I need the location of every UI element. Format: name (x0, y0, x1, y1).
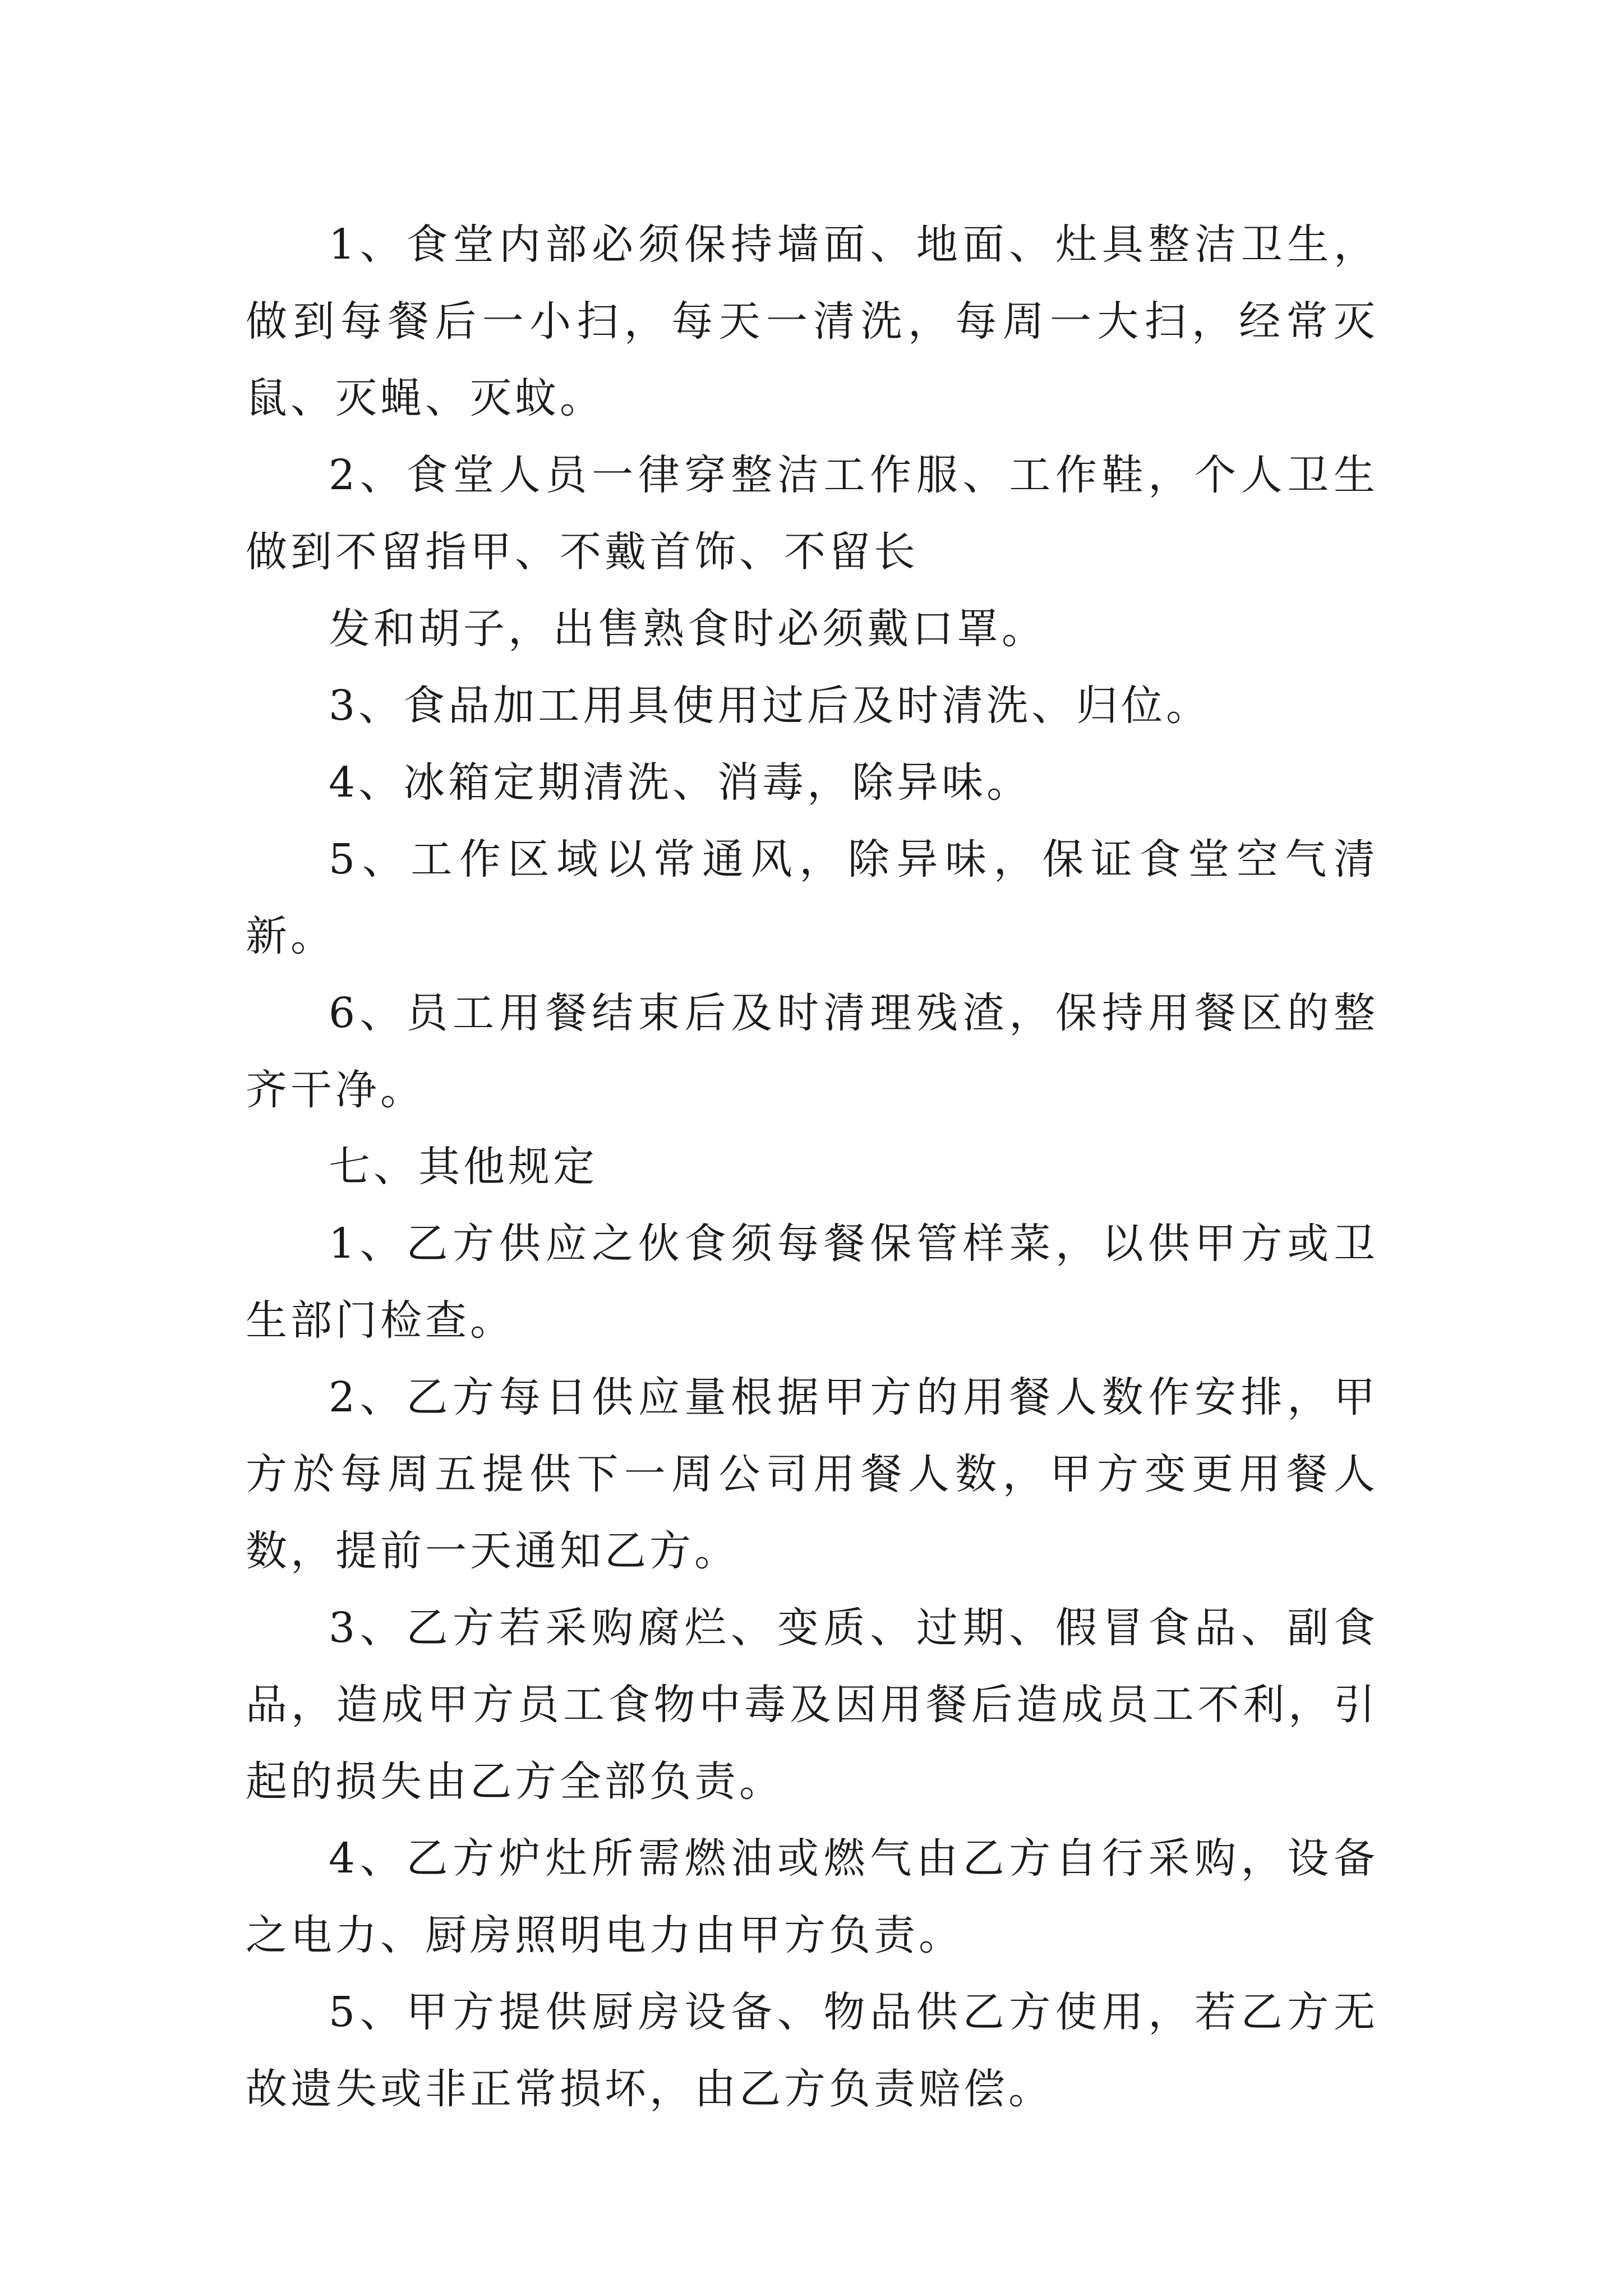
clause-other-5: 5、甲方提供厨房设备、物品供乙方使用，若乙方无故遗失或非正常损坏，由乙方负责赔偿。 (246, 1988, 1378, 2113)
clause-hygiene-6: 6、员工用餐结束后及时清理残渣，保持用餐区的整齐干净。 (246, 989, 1378, 1114)
clause-other-1: 1、乙方供应之伙食须每餐保管样菜，以供甲方或卫生部门检查。 (246, 1220, 1378, 1345)
clause-other-4: 4、乙方炉灶所需燃油或燃气由乙方自行采购，设备之电力、厨房照明电力由甲方负责。 (246, 1834, 1378, 1959)
clause-hygiene-2-continued: 发和胡子，出售熟食时必须戴口罩。 (329, 605, 1046, 653)
clause-hygiene-3: 3、食品加工用具使用过后及时清洗、归位。 (329, 682, 1211, 730)
clause-hygiene-1: 1、食堂内部必须保持墙面、地面、灶具整洁卫生，做到每餐后一小扫，每天一清洗，每周一大扫，经常灭鼠、灭蝇、灭蚊。 (246, 220, 1378, 422)
clause-hygiene-4: 4、冰箱定期清洗、消毒，除异味。 (329, 758, 1032, 807)
clause-hygiene-5: 5、工作区域以常通风，除异味，保证食堂空气清新。 (246, 835, 1378, 960)
section-heading-other-rules: 七、其他规定 (329, 1143, 598, 1191)
document-body (246, 206, 1378, 2128)
clause-other-3: 3、乙方若采购腐烂、变质、过期、假冒食品、副食品，造成甲方员工食物中毒及因用餐后造成员工不利，引起的损失由乙方全部负责。 (246, 1604, 1378, 1806)
clause-hygiene-2: 2、食堂人员一律穿整洁工作服、工作鞋，个人卫生做到不留指甲、不戴首饰、不留长 (246, 451, 1378, 576)
clause-other-2: 2、乙方每日供应量根据甲方的用餐人数作安排，甲方於每周五提供下一周公司用餐人数，甲方变更用餐人数，提前一天通知乙方。 (246, 1373, 1378, 1575)
